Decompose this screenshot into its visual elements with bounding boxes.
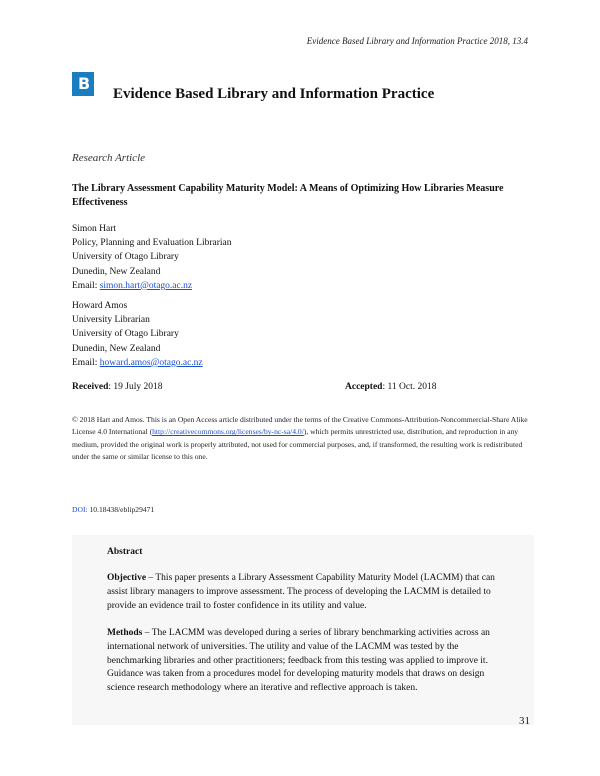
email-label: Email:: [72, 280, 100, 291]
abstract-methods: [107, 627, 507, 696]
logo-letter: B: [78, 74, 91, 93]
author-email-line: [72, 356, 203, 370]
page-number: 31: [519, 715, 530, 727]
author-location: Dunedin, New Zealand: [72, 343, 161, 354]
author-email-link[interactable]: howard.amos@otago.ac.nz: [99, 357, 203, 368]
author-position: University Librarian: [72, 315, 150, 326]
license-statement: [72, 414, 532, 464]
objective-label: Objective: [107, 573, 147, 583]
author-name: Simon Hart: [72, 224, 117, 234]
methods-text: – The LACMM was developed during a series of library benchmarking activities across an international network of universities. The utility and value of the LACMM was tested by the benchmarking libraries and other practitioners; feedback from this testing was applied to improve it. Guidance was taken from a procedures model for developing maturity models that draws on design science research methodology where an iterative and reflective approach is taken.: [107, 628, 490, 694]
accepted-label: Accepted: [345, 382, 383, 392]
received-date: [72, 382, 163, 392]
author-block-2: [72, 299, 203, 370]
running-head: Evidence Based Library and Information Practice 2018, 13.4: [306, 36, 528, 46]
article-title: The Library Assessment Capability Maturity Model: A Means of Optimizing How Libraries Measure Effectiveness: [72, 183, 504, 208]
journal-logo-icon: [72, 72, 94, 96]
author-email-line: [72, 279, 232, 293]
doi-label: DOI:: [72, 505, 88, 514]
author-position: Policy, Planning and Evaluation Librarian: [72, 238, 232, 249]
author-institution: University of Otago Library: [72, 329, 179, 340]
license-link[interactable]: http://creativecommons.org/licenses/by-nc-sa/4.0/: [152, 427, 304, 437]
methods-label: Methods: [107, 628, 143, 638]
author-institution: University of Otago Library: [72, 252, 179, 263]
received-value: : 19 July 2018: [108, 382, 163, 392]
abstract-objective: [107, 572, 507, 613]
accepted-value: : 11 Oct. 2018: [382, 382, 437, 392]
objective-text: – This paper presents a Library Assessment Capability Maturity Model (LACMM) that can assist library managers to improve assessment. The process of developing the LACMM is detailed to provide an evidence trail to foster confidence in its utility and value.: [107, 573, 495, 611]
license-text-after: ), which permits unrestricted use, distribution, and reproduction in any medium, provided the original work is properly attributed, not used for commercial purposes, and, if transformed, the resulting work is redistributed under the same or similar license to this one.: [72, 427, 523, 462]
article-type: Research Article: [72, 152, 146, 164]
abstract-heading: Abstract: [107, 547, 143, 557]
email-label: Email:: [72, 357, 100, 368]
received-label: Received: [72, 382, 109, 392]
author-block-1: [72, 222, 232, 293]
author-email-link[interactable]: simon.hart@otago.ac.nz: [99, 280, 193, 291]
doi-value: 10.18438/eblip29471: [87, 505, 155, 514]
doi: [72, 505, 154, 514]
accepted-date: [345, 382, 436, 392]
license-text-before: © 2018 Hart and Amos. This is an Open Access article distributed under the terms of the Creative Commons-Attribution-Noncommercial-Share Alike License 4.0 International (: [72, 415, 528, 437]
author-location: Dunedin, New Zealand: [72, 266, 161, 277]
journal-title: Evidence Based Library and Information Practice: [113, 86, 435, 102]
author-name: Howard Amos: [72, 301, 128, 311]
